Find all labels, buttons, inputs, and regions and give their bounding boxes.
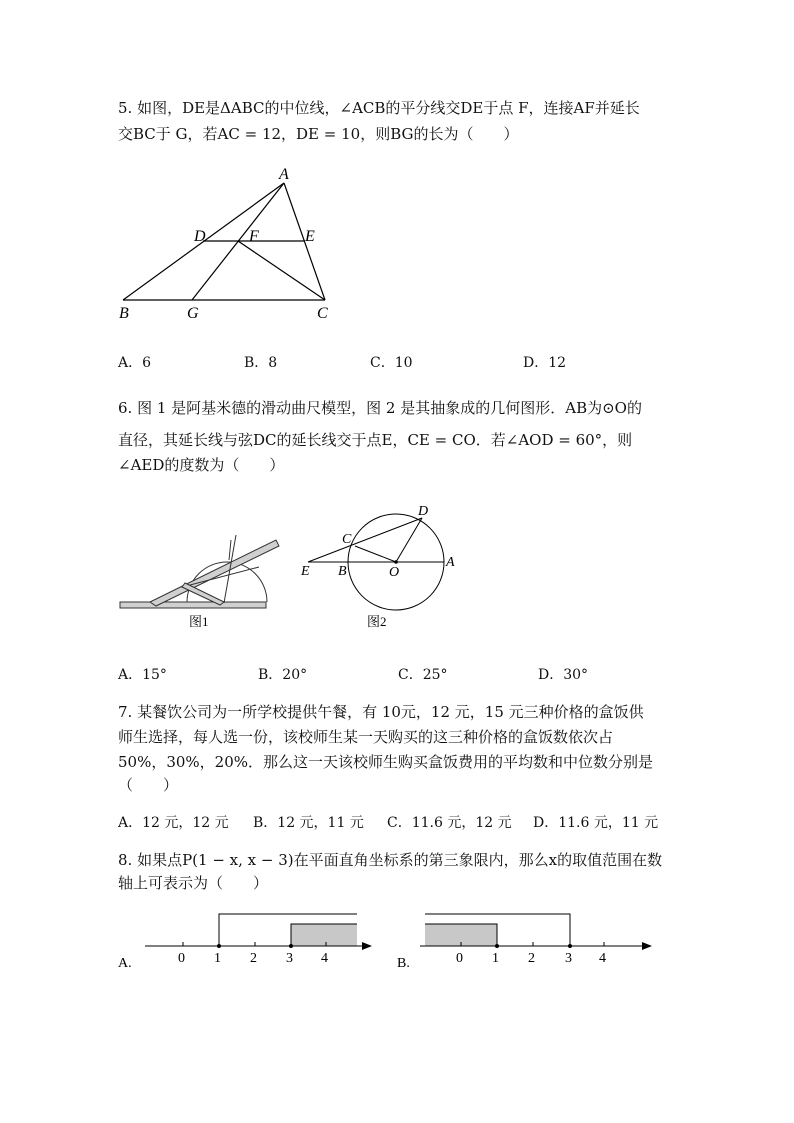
q6-option-b[interactable]: B．20° (258, 667, 308, 683)
label-C: C (317, 305, 328, 322)
tick-b-3: 3 (565, 951, 572, 966)
figure1-caption: 图1 (189, 614, 209, 629)
q6-text-line3: ∠AED的度数为（ ） (118, 456, 285, 474)
q5-option-b[interactable]: B．8 (244, 355, 278, 371)
label-C2: C (342, 532, 352, 547)
label-A2: A (446, 555, 455, 570)
q7-option-a[interactable]: A．12 元，12 元 (118, 815, 229, 831)
label-O2: O (389, 565, 400, 580)
tick-a-4: 4 (321, 951, 328, 966)
q6-option-d[interactable]: D．30° (538, 667, 589, 683)
label-A: A (279, 166, 289, 183)
figure2-caption: 图2 (367, 614, 387, 629)
option-a-label: A. (118, 956, 132, 971)
axis-b-arrow (642, 942, 652, 950)
q5-text-line2: 交BC于 G，若AC = 12，DE = 10，则BG的长为（ ） (118, 125, 519, 143)
q7-option-c[interactable]: C．11.6 元，12 元 (387, 815, 512, 831)
label-B2: B (338, 564, 347, 579)
q6-option-c[interactable]: C．25° (398, 667, 448, 683)
q5-option-d[interactable]: D．12 (523, 355, 567, 371)
q8-text-line1: 8. 如果点P(1 − x, x − 3)在平面直角坐标系的第三象限内，那么x的取值范围在数 (118, 851, 663, 869)
q6-text-line2: 直径，其延长线与弦DC的延长线交于点E，CE = CO．若∠AOD = 60°，则 (118, 431, 633, 449)
label-G: G (187, 305, 199, 322)
q6-text-line1: 6. 图 1 是阿基米德的滑动曲尺模型，图 2 是其抽象成的几何图形．AB为⊙O的 (118, 399, 642, 417)
q5-text-line1: 5. 如图，DE是ΔABC的中位线，∠ACB的平分线交DE于点 F，连接AF并延长 (118, 99, 640, 117)
tick-a-3: 3 (286, 951, 293, 966)
q8-text-line2: 轴上可表示为（ ） (118, 874, 269, 892)
q7-text-line2: 师生选择，每人选一份，该校师生某一天购买的这三种价格的盒饭数依次占 (118, 728, 614, 746)
label-D: D (194, 228, 206, 245)
tick-b-1: 1 (492, 951, 499, 966)
q6-option-a[interactable]: A．15° (118, 667, 167, 683)
tick-a-1: 1 (214, 951, 221, 966)
label-E: E (305, 228, 315, 245)
q5-option-c[interactable]: C．10 (370, 355, 413, 371)
label-D2: D (418, 504, 429, 519)
label-F: F (249, 228, 259, 245)
q5-option-a[interactable]: A．6 (118, 355, 152, 371)
label-E2: E (301, 564, 310, 579)
q7-text-line1: 7. 某餐饮公司为一所学校提供午餐，有 10元，12 元，15 元三种价格的盒饭供 (118, 703, 644, 721)
q7-option-d[interactable]: D．11.6 元，11 元 (533, 815, 659, 831)
label-B: B (119, 305, 129, 322)
tick-b-4: 4 (599, 951, 606, 966)
point-b-3 (568, 944, 572, 948)
tick-b-2: 2 (528, 951, 535, 966)
tick-b-0: 0 (456, 951, 463, 966)
q7-option-b[interactable]: B．12 元，11 元 (253, 815, 364, 831)
point-b-1 (495, 944, 499, 948)
tick-a-2: 2 (250, 951, 257, 966)
tick-a-0: 0 (178, 951, 185, 966)
option-b-label: B. (397, 956, 410, 971)
q7-text-line3: 50%，30%，20%．那么这一天该校师生购买盒饭费用的平均数和中位数分别是 (118, 753, 654, 771)
q7-text-line4: （ ） (118, 776, 179, 794)
